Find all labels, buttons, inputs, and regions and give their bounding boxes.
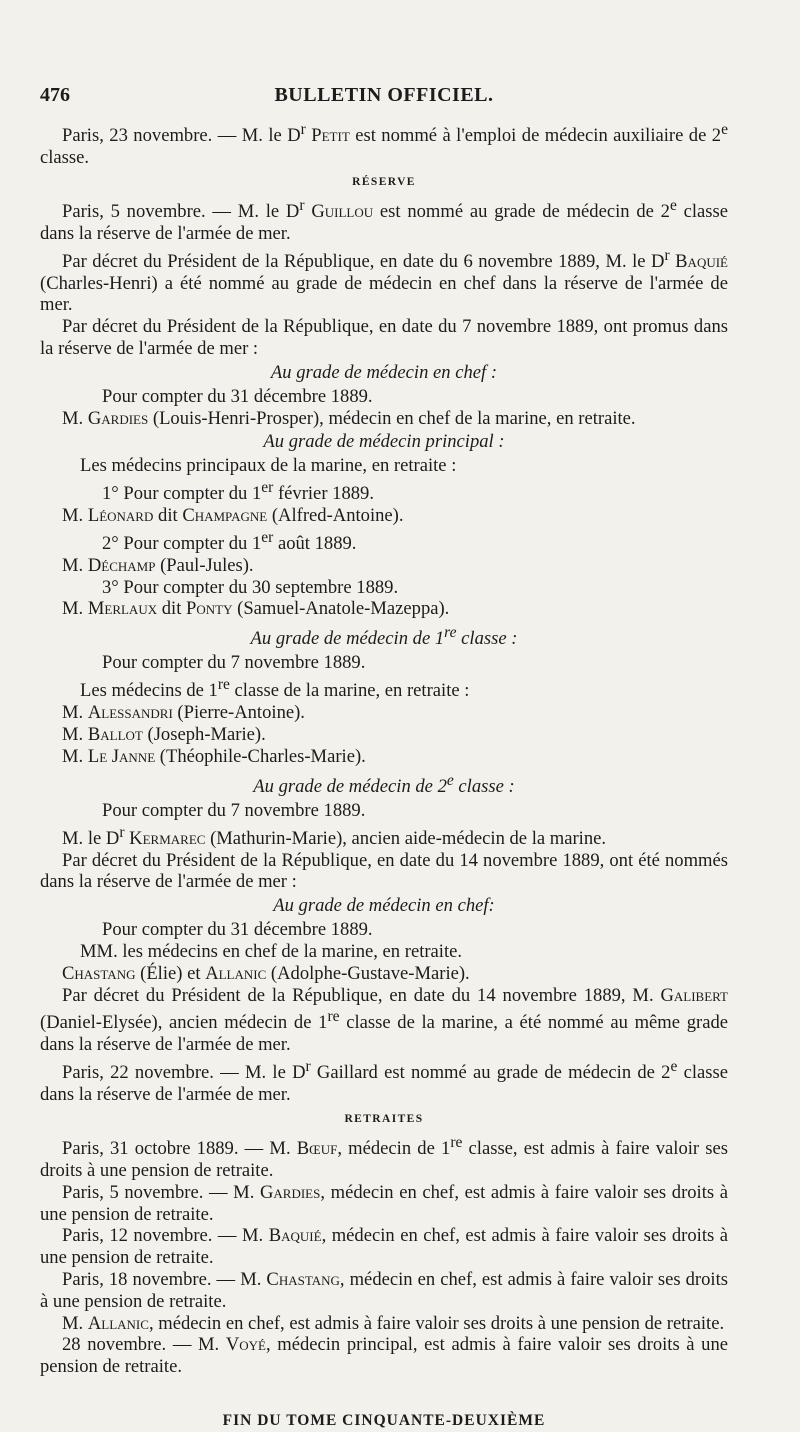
grade-heading-medecin-principal: Au grade de médecin principal :: [263, 431, 505, 453]
paragraph-galibert: Par décret du Président de la République, en date du 14 novembre 1889, M. Galibert (Daniel-Elysée), ancien médecin de 1re classe de la marine, a été nommé au même grade dans la réserve de l'armée de mer.: [40, 984, 728, 1056]
appointee-line: M. Merlaux dit Ponty (Samuel-Anatole-Mazeppa).: [62, 598, 450, 620]
intro-line: Les médecins principaux de la marine, en retraite :: [80, 455, 457, 477]
appointee-line: M. Alessandri (Pierre-Antoine).: [62, 702, 305, 724]
bulletin-page-text: [40, 85, 728, 1432]
date-line: 1° Pour compter du 1er février 1889.: [102, 479, 374, 505]
date-line: Pour compter du 7 novembre 1889.: [102, 652, 366, 674]
appointee-line: M. Ballot (Joseph-Marie).: [62, 724, 266, 746]
grade-heading-medecin-en-chef: Au grade de médecin en chef :: [270, 361, 498, 383]
paragraph-decree-7-nov: Par décret du Président de la République, en date du 7 novembre 1889, ont promus dans la réserve de l'armée de mer :: [40, 316, 728, 359]
grade-heading-medecin-2e-classe: Au grade de médecin de 2e classe :: [253, 771, 515, 797]
appointee-line: M. Gardies (Louis-Henri-Prosper), médecin en chef de la marine, en retraite.: [62, 407, 636, 429]
appointee-line: M. Le Janne (Théophile-Charles-Marie).: [62, 745, 366, 767]
paragraph-gaillard: Paris, 22 novembre. — M. le $D^r$ Gaillard est nommé au grade de médecin de 2e classe dans la réserve de l'armée de mer.: [40, 1058, 728, 1106]
grade-heading-medecin-1re-classe: Au grade de médecin de 1re classe :: [250, 624, 518, 650]
section-heading-retraites: RETRAITES: [344, 1112, 424, 1125]
intro-line: MM. les médecins en chef de la marine, en retraite.: [80, 941, 463, 962]
retirement-entry: Paris, 31 octobre 1889. — M. Bœuf, médecin de 1re classe, est admis à faire valoir ses droits à une pension de retraite.: [40, 1133, 729, 1181]
retirement-entry: Paris, 12 novembre. — M. Baquié, médecin en chef, est admis à faire valoir ses droits à une pension de retraite.: [40, 1225, 728, 1269]
running-title: BULLETIN OFFICIEL.: [274, 84, 494, 106]
end-of-volume-line: FIN DU TOME CINQUANTE-DEUXIÈME: [222, 1411, 546, 1429]
retirement-entry: Paris, 5 novembre. — M. Gardies, médecin en chef, est admis à faire valoir ses droits à une pension de retraite.: [40, 1181, 728, 1225]
section-heading-reserve: RÉSERVE: [352, 175, 416, 188]
date-line: 3° Pour compter du 30 septembre 1889.: [102, 576, 399, 598]
retirement-entry: Paris, 18 novembre. — M. Chastang, médecin en chef, est admis à faire valoir ses droits à une pension de retraite.: [40, 1268, 728, 1312]
appointee-line: M. Léonard dit Champagne (Alfred-Antoine).: [62, 505, 404, 527]
date-line: Pour compter du 31 décembre 1889.: [102, 385, 373, 407]
appointee-line: M. le $D^r$ Kermarec (Mathurin-Marie), ancien aide-médecin de la marine.: [62, 823, 607, 849]
date-line: Pour compter du 7 novembre 1889.: [102, 799, 366, 821]
appointee-line: Chastang (Élie) et Allanic (Adolphe-Gustave-Marie).: [62, 962, 470, 984]
intro-line: Les médecins de 1re classe de la marine, en retraite :: [80, 676, 470, 702]
retirement-entry: M. Allanic, médecin en chef, est admis à faire valoir ses droits à une pension de retraite.: [62, 1312, 725, 1334]
paragraph-guillou: Paris, 5 novembre. — M. le $D^r$ Guillou est nommé au grade de médecin de 2e classe dans la réserve de l'armée de mer.: [40, 196, 728, 244]
retirement-entry: 28 novembre. — M. Voyé, médecin principal, est admis à faire valoir ses droits à une pension de retraite.: [40, 1334, 729, 1378]
appointee-line: M. Déchamp (Paul-Jules).: [62, 554, 254, 576]
paragraph-baquie: Par décret du Président de la République, en date du 6 novembre 1889, M. le $D^r$ Baquié (Charles-Henri) a été nommé au grade de médecin en chef dans la réserve de l'armée de mer.: [40, 246, 728, 316]
page-header: [40, 85, 728, 119]
page-number: 476: [40, 84, 70, 106]
date-line: 2° Pour compter du 1er août 1889.: [102, 528, 357, 555]
date-line: Pour compter du 31 décembre 1889.: [102, 919, 373, 941]
grade-heading-medecin-en-chef-2: Au grade de médecin en chef:: [273, 895, 495, 917]
paragraph-decree-14-nov: Par décret du Président de la République, en date du 14 novembre 1889, ont été nommés dans la réserve de l'armée de mer :: [40, 849, 728, 893]
paragraph-petit: Paris, 23 novembre. — M. le $D^r$ Petit est nommé à l'emploi de médecin auxiliaire de 2e classe.: [40, 121, 728, 168]
